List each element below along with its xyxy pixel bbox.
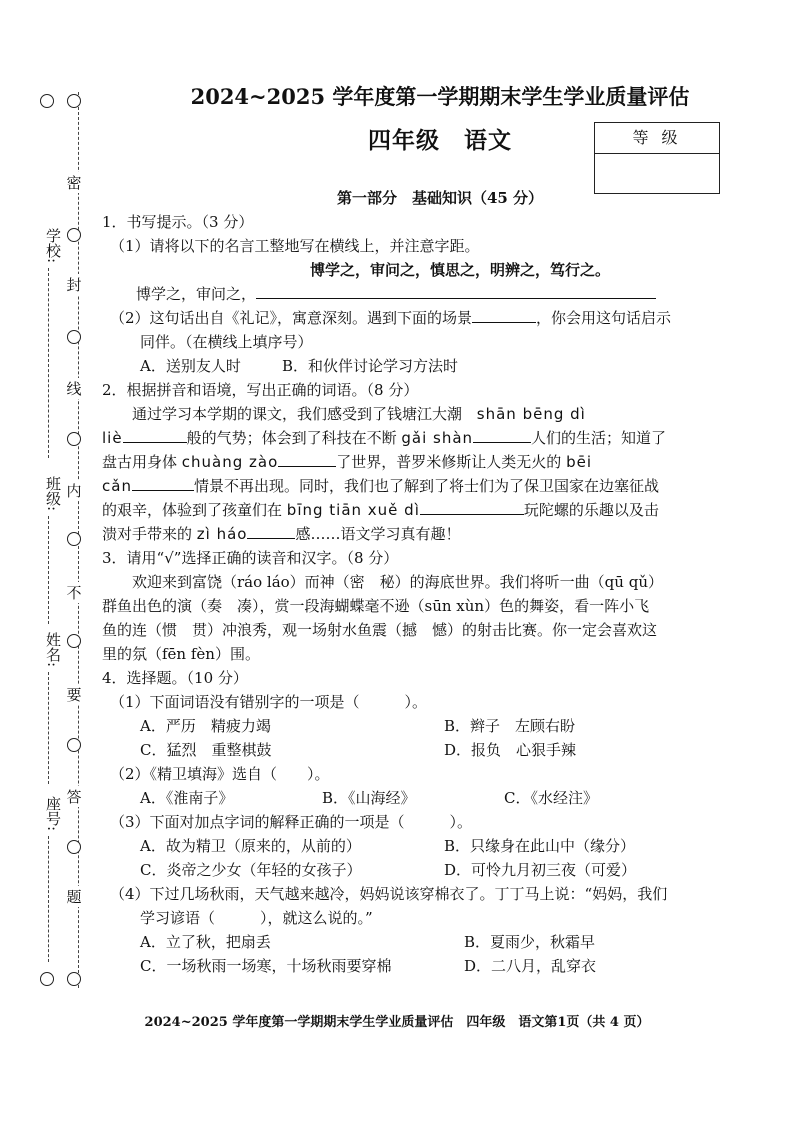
- name-field[interactable]: [48, 672, 49, 784]
- q4-option: C．《水经注》: [504, 789, 598, 807]
- q2-text: 溃对手带来的: [102, 525, 193, 543]
- q3-line: 群鱼出色的演（奏 凑），赏一段海蝴蝶毫不逊（sūn xùn）色的舞姿，看一阵小飞: [102, 597, 650, 615]
- binding-circle: [67, 840, 81, 854]
- exam-title: 2024~2025 学年度第一学期期末学生学业质量评估: [190, 84, 690, 109]
- q2-pinyin: cǎn: [102, 477, 132, 495]
- q3-heading: 3．请用“√”选择正确的读音和汉字。（8 分）: [102, 549, 399, 567]
- binding-circle: [67, 738, 81, 752]
- binding-circle: [67, 972, 81, 986]
- q1-copy-blank[interactable]: [256, 282, 656, 299]
- binding-circle: [67, 432, 81, 446]
- q2-pinyin: gǎi shàn: [401, 429, 474, 447]
- q2-line6: [102, 522, 778, 546]
- seal-char: 内: [64, 480, 84, 501]
- grade-box: [594, 122, 720, 194]
- q4-option: B．辫子 左顾右盼: [444, 717, 576, 735]
- q2-blank[interactable]: [132, 474, 194, 491]
- q1-heading: 1．书写提示。（3 分）: [102, 213, 254, 231]
- section-title: 第一部分 基础知识（45 分）: [336, 189, 544, 207]
- q4-sub2-options: [102, 786, 778, 810]
- q2-pinyin: shān bēng dì: [476, 405, 586, 423]
- q2-heading: 2．根据拼音和语境，写出正确的词语。（8 分）: [102, 381, 419, 399]
- q4-sub4-options: [102, 930, 778, 954]
- q3-line: 欢迎来到富饶（ráo láo）而神（密 秘）的海底世界。我们将听一曲（qū qǔ）: [132, 573, 663, 591]
- q4-option: A．故为精卫（原来的，从前的）: [140, 837, 361, 855]
- q2-blank[interactable]: [473, 426, 531, 443]
- q2-line4: [102, 474, 778, 498]
- q3-line: 里的氛（fēn fèn）围。: [102, 645, 260, 663]
- binding-circle: [67, 532, 81, 546]
- q1-copy-line: [102, 282, 778, 306]
- binding-hole-circle: [40, 94, 54, 108]
- q2-line3: [102, 450, 778, 474]
- q2-text: 人们的生活；知道了: [531, 429, 667, 447]
- q4-option: A．立了秋，把扇丢: [140, 933, 271, 951]
- seal-char: 答: [64, 786, 84, 807]
- q4-heading: 4．选择题。（10 分）: [102, 669, 248, 687]
- q1-part2-blank[interactable]: [472, 306, 536, 323]
- q4-option: C．猛烈 重整棋鼓: [140, 741, 272, 759]
- q4-option: D．报负 心狠手辣: [444, 741, 577, 759]
- q4-option: D．可怜九月初三夜（可爱）: [444, 861, 637, 879]
- page-footer: 2024~2025 学年度第一学期期末学生学业质量评估 四年级 语文第1页（共 4 页）: [144, 1015, 650, 1030]
- q2-pinyin: zì háo: [196, 525, 248, 543]
- school-label: 学校:: [44, 228, 62, 264]
- q2-pinyin: liè: [102, 429, 123, 447]
- q4-sub4-options: [102, 954, 778, 978]
- q2-pinyin: chuàng zào: [181, 453, 279, 471]
- q2-text: 情景不再出现。同时，我们也了解到了将士们为了保卫国家在边塞征战: [193, 477, 659, 495]
- q4-option: B．《山海经》: [322, 789, 416, 807]
- q4-sub1: （1）下面词语没有错别字的一项是（ ）。: [110, 693, 428, 711]
- q4-option: A．严历 精疲力竭: [140, 717, 271, 735]
- seat-label: 座号:: [44, 796, 62, 832]
- q4-sub4-cont: 学习谚语（ ），就这么说的。”: [140, 909, 373, 927]
- q2-blank[interactable]: [420, 498, 524, 515]
- seal-char: 要: [64, 684, 84, 705]
- q4-sub1-options: [102, 738, 778, 762]
- school-field[interactable]: [48, 268, 49, 458]
- q2-line2: [102, 426, 778, 450]
- q4-sub1-options: [102, 714, 778, 738]
- q1-part2-text-b: ，你会用这句话启示: [536, 309, 672, 327]
- q2-text: 通过学习本学期的课文，我们感受到了钱塘江大潮: [132, 405, 463, 423]
- q2-line5: [102, 498, 778, 522]
- seal-char: 题: [64, 886, 84, 907]
- q1-option-a: A．送别友人时: [140, 357, 241, 375]
- seat-field[interactable]: [48, 836, 49, 962]
- q4-option: C．炎帝之少女（年轻的女孩子）: [140, 861, 362, 879]
- q1-copy-prefix: 博学之，审问之，: [136, 285, 257, 303]
- q2-text: 玩陀螺的乐趣以及击: [523, 501, 659, 519]
- q4-option: C．一场秋雨一场寒，十场秋雨要穿棉: [140, 957, 392, 975]
- seal-char: 密: [64, 172, 84, 193]
- q4-sub3: （3）下面对加点字词的解释正确的一项是（ ）。: [110, 813, 473, 831]
- q2-blank[interactable]: [278, 450, 336, 467]
- name-label: 姓名:: [44, 632, 62, 668]
- binding-margin: [0, 0, 96, 1000]
- q1-quote: 博学之，审问之，慎思之，明辨之，笃行之。: [309, 261, 610, 279]
- q4-sub3-options: [102, 834, 778, 858]
- seal-char: 不: [64, 582, 84, 603]
- q1-part2: [102, 306, 778, 330]
- q4-option: B．夏雨少，秋霜早: [464, 933, 596, 951]
- binding-circle: [67, 330, 81, 344]
- binding-circle: [67, 634, 81, 648]
- grade-box-label: 等 级: [595, 123, 719, 154]
- q4-option: D．二八月，乱穿衣: [464, 957, 597, 975]
- class-field[interactable]: [48, 516, 49, 624]
- q2-blank[interactable]: [123, 426, 187, 443]
- q3-line: 鱼的连（惯 贯）冲浪秀，观一场射水鱼震（撼 憾）的射击比赛。你一定会喜欢这: [102, 621, 658, 639]
- q2-text: 盘古用身体: [102, 453, 178, 471]
- binding-circle: [67, 228, 81, 242]
- exam-page: [102, 82, 778, 978]
- q4-sub3-options: [102, 858, 778, 882]
- binding-hole-circle: [40, 972, 54, 986]
- q2-pinyin: bīng tiān xuě dì: [286, 501, 420, 519]
- q1-part1: （1）请将以下的名言工整地写在横线上，并注意字距。: [110, 237, 480, 255]
- q2-text: 感……语文学习真有趣！: [295, 525, 461, 543]
- exam-subtitle: 四年级 语文: [368, 127, 512, 154]
- q1-options: [102, 354, 778, 378]
- class-label: 班级:: [44, 476, 62, 512]
- q2-line1: [102, 402, 778, 426]
- q2-blank[interactable]: [247, 522, 295, 539]
- q2-text: 了世界，普罗米修斯让人类无火的: [336, 453, 562, 471]
- q2-pinyin: bēi: [566, 453, 593, 471]
- q2-text: 般的气势；体会到了科技在不断: [186, 429, 397, 447]
- q1-part2-text-a: （2）这句话出自《礼记》，寓意深刻。遇到下面的场景: [110, 309, 473, 327]
- q1-part2-cont: 同伴。（在横线上填序号）: [140, 333, 313, 351]
- binding-circle: [67, 94, 81, 108]
- q4-sub2: （2）《精卫填海》选自（ ）。: [110, 765, 330, 783]
- grade-box-field[interactable]: [595, 154, 719, 192]
- q4-option: B．只缘身在此山中（缘分）: [444, 837, 636, 855]
- q2-text: 的艰辛，体验到了孩童们在: [102, 501, 283, 519]
- seal-char: 线: [64, 378, 84, 399]
- q4-option: A．《淮南子》: [140, 789, 234, 807]
- q4-sub4: （4）下过几场秋雨，天气越来越冷，妈妈说该穿棉衣了。丁丁马上说：“妈妈，我们: [110, 885, 668, 903]
- seal-char: 封: [64, 274, 84, 295]
- q1-option-b: B．和伙伴讨论学习方法时: [282, 357, 459, 375]
